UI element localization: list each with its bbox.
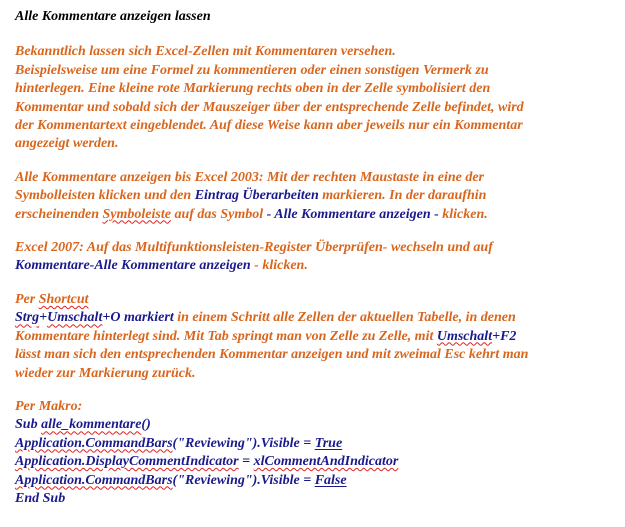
spellcheck-word-symboleiste: Symboleiste (102, 206, 171, 222)
text-line: hinterlegen. Eine kleine rote Markierung rechts oben in der Zelle symbolisiert den (15, 81, 491, 97)
text-line (15, 257, 620, 275)
paragraph-intro (15, 43, 620, 153)
paragraph-shortcut (15, 291, 620, 383)
code-segment: False (314, 472, 347, 488)
document-title: Alle Kommentare anzeigen lassen (15, 9, 211, 24)
highlight-alle-kommentare-anzeigen: - Alle Kommentare anzeigen - (266, 206, 439, 222)
text-line: lässt man sich den entsprechenden Kommentar anzeigen und mit zweimal Esc kehrt man (15, 347, 529, 363)
code-segment: True (314, 435, 343, 451)
text-segment: erscheinenden (15, 206, 103, 222)
text-segment: + (39, 310, 48, 326)
code-segment: () (141, 417, 151, 433)
text-line: Kommentar und sobald sich der Mauszeiger über der entsprechende Zelle befindet, wird (15, 99, 524, 115)
text-segment: auf das Symbol (170, 206, 267, 222)
code-line: End Sub (15, 490, 66, 506)
key-strg: Strg (15, 310, 40, 326)
text-line: der Kommentartext eingeblendet. Auf diese Weise kann aber jeweils nur ein Kommentar (15, 118, 523, 134)
code-segment: Application.CommandBars (15, 472, 173, 488)
text-line (15, 187, 620, 205)
text-line: wieder zur Markierung zurück. (15, 365, 196, 381)
text-line (15, 206, 620, 224)
code-line (15, 435, 620, 453)
text-line: Bekanntlich lassen sich Excel-Zellen mit Kommentaren versehen. (15, 44, 396, 60)
text-segment: - klicken. (250, 258, 308, 274)
paragraph-excel-2007 (15, 239, 620, 276)
key-umschalt: Umschalt (47, 310, 103, 326)
paragraph-excel-2003 (15, 169, 620, 224)
text-segment: markiert (120, 310, 174, 326)
text-line: Alle Kommentare anzeigen bis Excel 2003: Mit der rechten Maustaste in eine der (15, 169, 484, 185)
section-heading-macro: Per Makro: (15, 398, 83, 414)
code-segment: xlCommentAndIndicator (253, 454, 399, 470)
text-segment: Per (15, 291, 39, 307)
key-umschalt: Umschalt (436, 328, 493, 344)
text-line (15, 328, 620, 346)
section-heading-shortcut (15, 291, 620, 309)
code-segment: Application.DisplayCommentIndicator (15, 454, 239, 470)
code-segment: ("Reviewing").Visible = (172, 472, 315, 488)
text-segment: Symbolleisten klicken und den (15, 188, 195, 204)
code-segment: ("Reviewing").Visible = (172, 435, 315, 451)
code-line (15, 416, 620, 434)
text-segment: in einem Schritt alle Zellen der aktuellen Tabelle, in denen (173, 310, 516, 326)
text-line (15, 309, 620, 327)
text-segment: markieren. In der daraufhin (318, 188, 487, 204)
text-segment: klicken. (438, 206, 488, 222)
key-o: +O (102, 310, 121, 326)
paragraph-macro (15, 398, 620, 508)
spellcheck-word-shortcut: Shortcut (38, 291, 89, 307)
highlight-eintrag-ueberarbeiten: Eintrag Überarbeiten (194, 188, 319, 204)
code-segment: Sub (15, 417, 42, 433)
code-segment: alle_kommentare (41, 417, 142, 433)
key-f2: +F2 (492, 328, 517, 344)
highlight-kommentare-menu-path: Kommentare-Alle Kommentare anzeigen (15, 258, 251, 274)
text-line: Excel 2007: Auf das Multifunktionsleisten-Register Überprüfen- wechseln und auf (15, 240, 493, 256)
text-line: Beispielsweise um eine Formel zu kommentieren oder einen sonstigen Vermerk zu (15, 62, 489, 78)
text-line: angezeigt werden. (15, 136, 119, 152)
text-segment: Kommentare hinterlegt sind. Mit Tab springt man von Zelle zu Zelle, mit (15, 328, 437, 344)
code-line (15, 472, 620, 490)
code-line (15, 453, 620, 471)
code-segment: Application.CommandBars (15, 435, 173, 451)
code-segment: = (238, 454, 254, 470)
